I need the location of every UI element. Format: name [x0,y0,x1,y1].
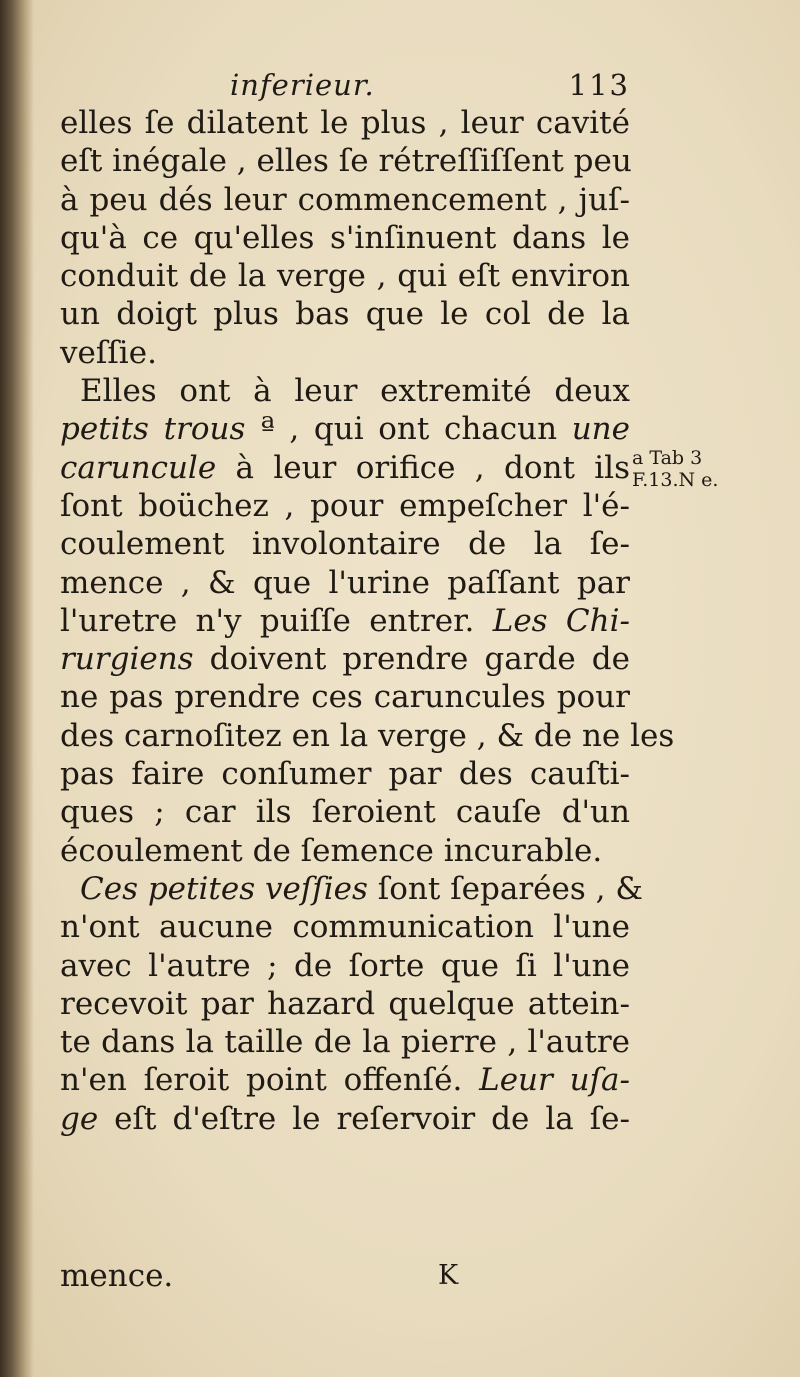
text-run: ſont ſeparées , & [367,870,643,907]
text-line: veſſie. [60,334,157,371]
text-line: te dans la taille de la pierre , l'autre [60,1024,630,1061]
marginal-note [632,447,772,491]
text-line: conduit de la verge , qui eſt environ [60,258,630,295]
text-run: à leur orifice , dont ils [216,449,630,486]
marginal-note-line: F.13.N e. [632,469,719,491]
text-line [60,640,630,678]
text-line [60,410,630,448]
text-line [60,1100,630,1138]
text-run: doivent prendre garde de [193,641,630,678]
running-head: inferieur. [230,68,375,102]
marginal-note-line: a Tab 3 [632,447,703,469]
text-line: des carnoſitez en la verge , & de ne les [60,717,675,754]
signature-mark: K [438,1260,459,1291]
text-line [60,870,643,908]
italic-term: une [571,411,630,448]
text-line [60,1061,630,1099]
text-line [60,602,630,640]
catchword: mence. [60,1258,174,1294]
text-line: mence , & que l'urine paſſant par [60,564,630,601]
text-line: ſont boüchez , pour empeſcher l'é- [60,487,630,524]
text-run: n'en ſeroit point offenſé. [60,1062,480,1099]
italic-term: caruncule [60,449,217,486]
italic-term: ge [60,1100,99,1137]
italic-term: rurgiens [60,641,194,678]
italic-term: Ces petites veſſies [80,870,368,907]
text-line: n'ont aucune communication l'une [60,909,630,946]
italic-term: Les Chi- [492,602,630,639]
italic-term: Leur uſa- [479,1062,630,1099]
text-line: ne pas prendre ces caruncules pour [60,679,630,716]
text-line: elles ſe dilatent le plus , leur cavité [60,105,630,141]
text-line: Elles ont à leur extremité deux [80,373,630,410]
text-line: pas faire conſumer par des cauſti- [60,756,630,793]
text-line: qu'à ce qu'elles s'inſinuent dans le [60,219,630,256]
page-header [60,68,630,108]
text-line: avec l'autre ; de ſorte que ſi l'une [60,947,630,984]
text-run: ª , qui ont chacun [245,411,572,448]
text-line: un doigt plus bas que le col de la [60,296,630,333]
page-number: 113 [568,68,630,102]
text-run: l'uretre n'y puiſſe entrer. [60,602,493,639]
text-line [60,449,630,487]
page-footer [60,1257,630,1297]
text-line: eſt inégale , elles ſe rétreſſiſſent peu [60,143,632,180]
text-line: coulement involontaire de la ſe- [60,526,630,563]
italic-term: petits trous [60,411,246,448]
text-line: écoulement de ſemence incurable. [60,832,603,869]
text-line: à peu dés leur commencement , juſ- [60,181,630,218]
binding-gutter-shadow [0,0,34,1377]
text-run: eſt d'eſtre le reſervoir de la ſe- [98,1100,630,1137]
text-line: ques ; car ils ſeroient cauſe d'un [60,794,630,831]
text-line: recevoit par hazard quelque attein- [60,985,630,1022]
